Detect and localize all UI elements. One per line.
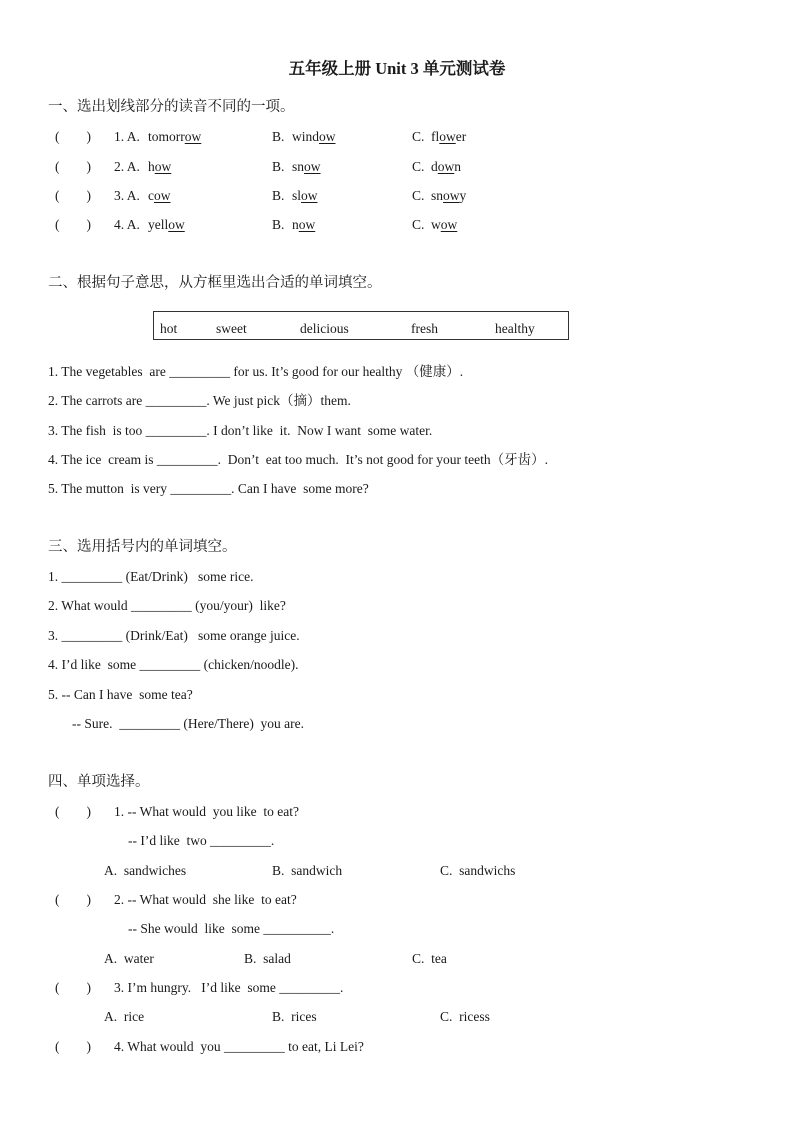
word-bank-word: delicious [300,321,349,336]
option-c-label: C. [412,188,425,203]
s2-sentence-3: 3. The fish is too _________. I don’t like it. Now I want some water. [48,423,433,438]
word-bank-word: healthy [495,321,535,336]
question-text: 2. -- What would she like to eat? [114,892,297,907]
option-c-label: C. [412,159,425,174]
option-b-label: B. [272,129,285,144]
question-text: 1. -- What would you like to eat? [114,804,299,819]
option-b-label: B. [272,188,285,203]
option-a: yellow [148,217,185,232]
answer-bracket[interactable]: ( ) [55,188,91,203]
s2-sentence-2: 2. The carrots are _________. We just pick（摘）them. [48,393,351,408]
option-c: C. tea [412,951,447,966]
question-number: 4. A. [114,217,140,232]
option-c-label: C. [412,217,425,232]
page-title: 五年级上册 Unit 3 单元测试卷 [288,59,506,78]
option-a: tomorrow [148,129,202,144]
option-b: now [292,217,316,232]
word-bank-box [153,311,569,340]
option-b: window [292,129,336,144]
option-c: snowy [431,188,467,203]
option-b: B. rices [272,1009,317,1024]
question-text: 4. What would you _________ to eat, Li Lei? [114,1039,364,1054]
s3-sentence-3: 3. _________ (Drink/Eat) some orange juice. [48,628,300,643]
option-c: flower [431,129,467,144]
answer-bracket[interactable]: ( ) [55,892,91,907]
s3-sentence-5-reply: -- Sure. _________ (Here/There) you are. [72,716,305,731]
option-a: A. water [104,951,154,966]
word-bank-word: sweet [216,321,247,336]
question-number: 3. A. [114,188,140,203]
question-number: 1. A. [114,129,140,144]
option-b-label: B. [272,159,285,174]
option-c-label: C. [412,129,425,144]
answer-bracket[interactable]: ( ) [55,804,91,819]
option-a: A. rice [104,1009,145,1024]
s3-sentence-2: 2. What would _________ (you/your) like? [48,598,286,613]
option-b: B. salad [244,951,291,966]
word-bank-word: hot [160,321,178,336]
option-a: cow [148,188,171,203]
option-a: A. sandwiches [104,863,187,878]
option-c: down [431,159,461,174]
question-subtext: -- She would like some __________. [128,921,335,936]
question-subtext: -- I’d like two _________. [128,833,275,848]
option-c: C. ricess [440,1009,490,1024]
option-a: how [148,159,172,174]
section-4-heading: 四、单项选择。 [48,774,150,790]
option-b: B. sandwich [272,863,343,878]
s2-sentence-4: 4. The ice cream is _________. Don’t eat too much. It’s not good for your teeth（牙齿）. [48,452,549,467]
option-c: C. sandwichs [440,863,516,878]
answer-bracket[interactable]: ( ) [55,1039,91,1054]
word-bank-word: fresh [411,321,438,336]
section-3-heading: 三、选用括号内的单词填空。 [48,539,237,555]
s3-sentence-5: 5. -- Can I have some tea? [48,687,193,702]
question-text: 3. I’m hungry. I’d like some _________. [114,980,344,995]
answer-bracket[interactable]: ( ) [55,129,91,144]
answer-bracket[interactable]: ( ) [55,217,91,232]
section-1-heading: 一、选出划线部分的读音不同的一项。 [48,99,295,115]
answer-bracket[interactable]: ( ) [55,980,91,995]
section-2-heading: 二、根据句子意思，从方框里选出合适的单词填空。 [48,275,382,291]
option-b: snow [292,159,321,174]
option-b-label: B. [272,217,285,232]
s2-sentence-5: 5. The mutton is very _________. Can I have some more? [48,481,369,496]
s3-sentence-1: 1. _________ (Eat/Drink) some rice. [48,569,254,584]
s2-sentence-1: 1. The vegetables are _________ for us. It’s good for our healthy （健康）. [48,364,464,379]
answer-bracket[interactable]: ( ) [55,159,91,174]
question-number: 2. A. [114,159,140,174]
option-b: slow [292,188,318,203]
s3-sentence-4: 4. I’d like some _________ (chicken/noodle). [48,657,299,672]
option-c: wow [431,217,458,232]
